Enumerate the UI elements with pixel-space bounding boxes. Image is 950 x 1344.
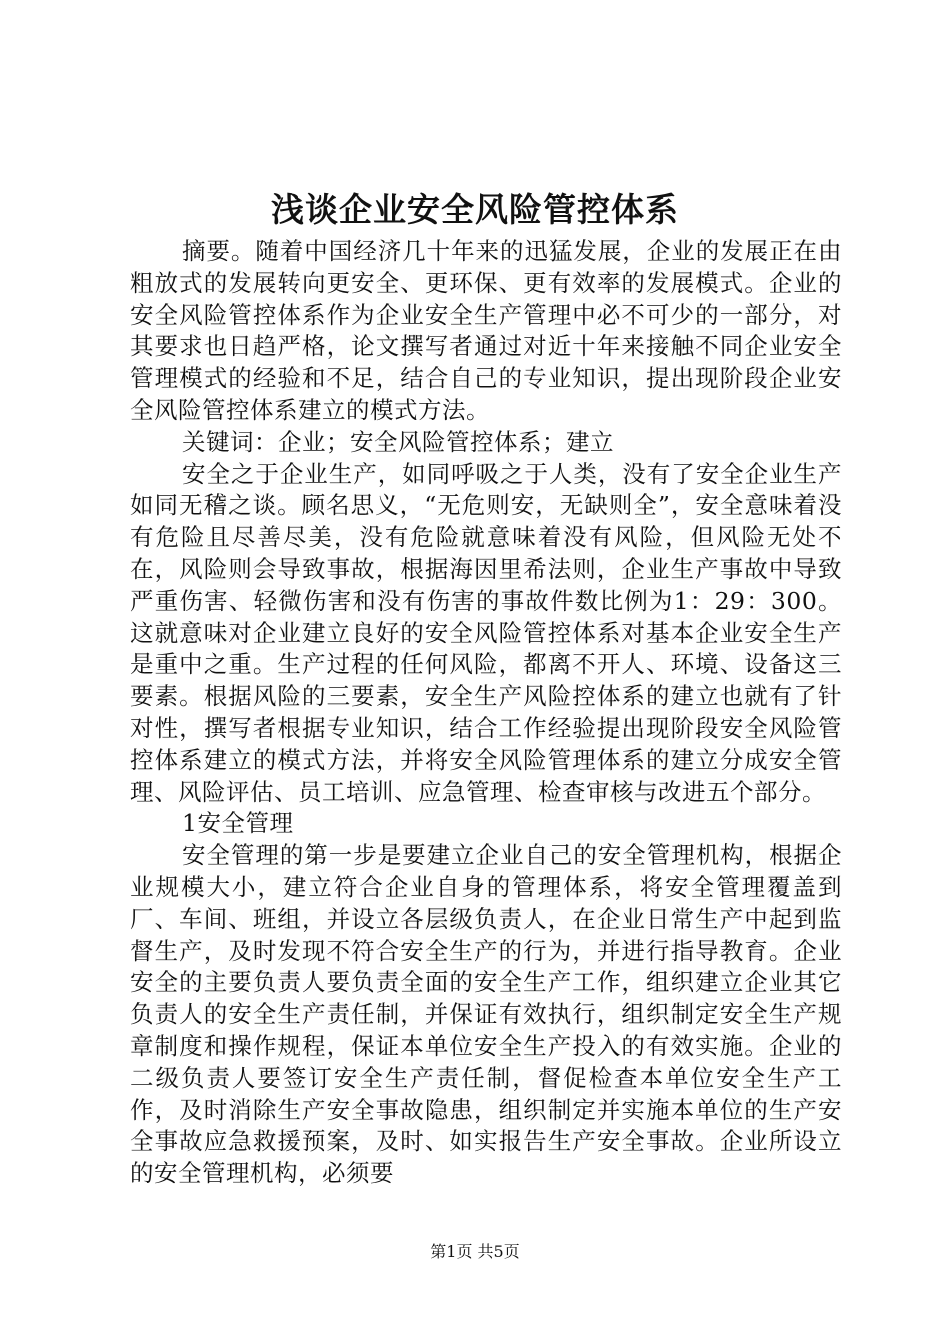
document-title: 浅谈企业安全风险管控体系 (271, 190, 679, 229)
document-body (130, 236, 842, 1190)
abstract-paragraph: 摘要。随着中国经济几十年来的迅猛发展，企业的发展正在由粗放式的发展转向更安全、更环保、更有效率的发展模式。企业的安全风险管控体系作为企业安全生产管理中必不可少的一部分，对其要求也日趋严格，论文撰写者通过对近十年来接触不同企业安全管理模式的经验和不足，结合自己的专业知识，提出现阶段企业安全风险管控体系建立的模式方法。 (130, 237, 842, 424)
intro-paragraph: 安全之于企业生产，如同呼吸之于人类，没有了安全企业生产如同无稽之谈。顾名思义，“无危则安，无缺则全”，安全意味着没有危险且尽善尽美，没有危险就意味着没有风险，但风险无处不在，风险则会导致事故，根据海因里希法则，企业生产事故中导致严重伤害、轻微伤害和没有伤害的事故件数比例为1：29：300。这就意味对企业建立良好的安全风险管控体系对基本企业安全生产是重中之重。生产过程的任何风险，都离不开人、环境、设备这三要素。根据风险的三要素，安全生产风险控体系的建立也就有了针对性，撰写者根据专业知识，结合工作经验提出现阶段安全风险管控体系建立的模式方法，并将安全风险管理体系的建立分成安全管理、风险评估、员工培训、应急管理、检查审核与改进五个部分。 (130, 459, 842, 806)
section-paragraph: 安全管理的第一步是要建立企业自己的安全管理机构，根据企业规模大小，建立符合企业自身的管理体系，将安全管理覆盖到厂、车间、班组，并设立各层级负责人，在企业日常生产中起到监督生产，及时发现不符合安全生产的行为，并进行指导教育。企业安全的主要负责人要负责全面的安全生产工作，组织建立企业其它负责人的安全生产责任制，并保证有效执行，组织制定安全生产规章制度和操作规程，保证本单位安全生产投入的有效实施。企业的二级负责人要签订安全生产责任制，督促检查本单位安全生产工作，及时消除生产安全事故隐患，组织制定并实施本单位的生产安全事故应急救援预案，及时、如实报告生产安全事故。企业所设立的安全管理机构，必须要 (130, 841, 842, 1188)
page-footer: 第1页 共5页 (430, 1242, 520, 1261)
section-heading: 1安全管理 (182, 809, 294, 838)
keywords-paragraph: 关键词：企业；安全风险管控体系；建立 (182, 427, 614, 456)
